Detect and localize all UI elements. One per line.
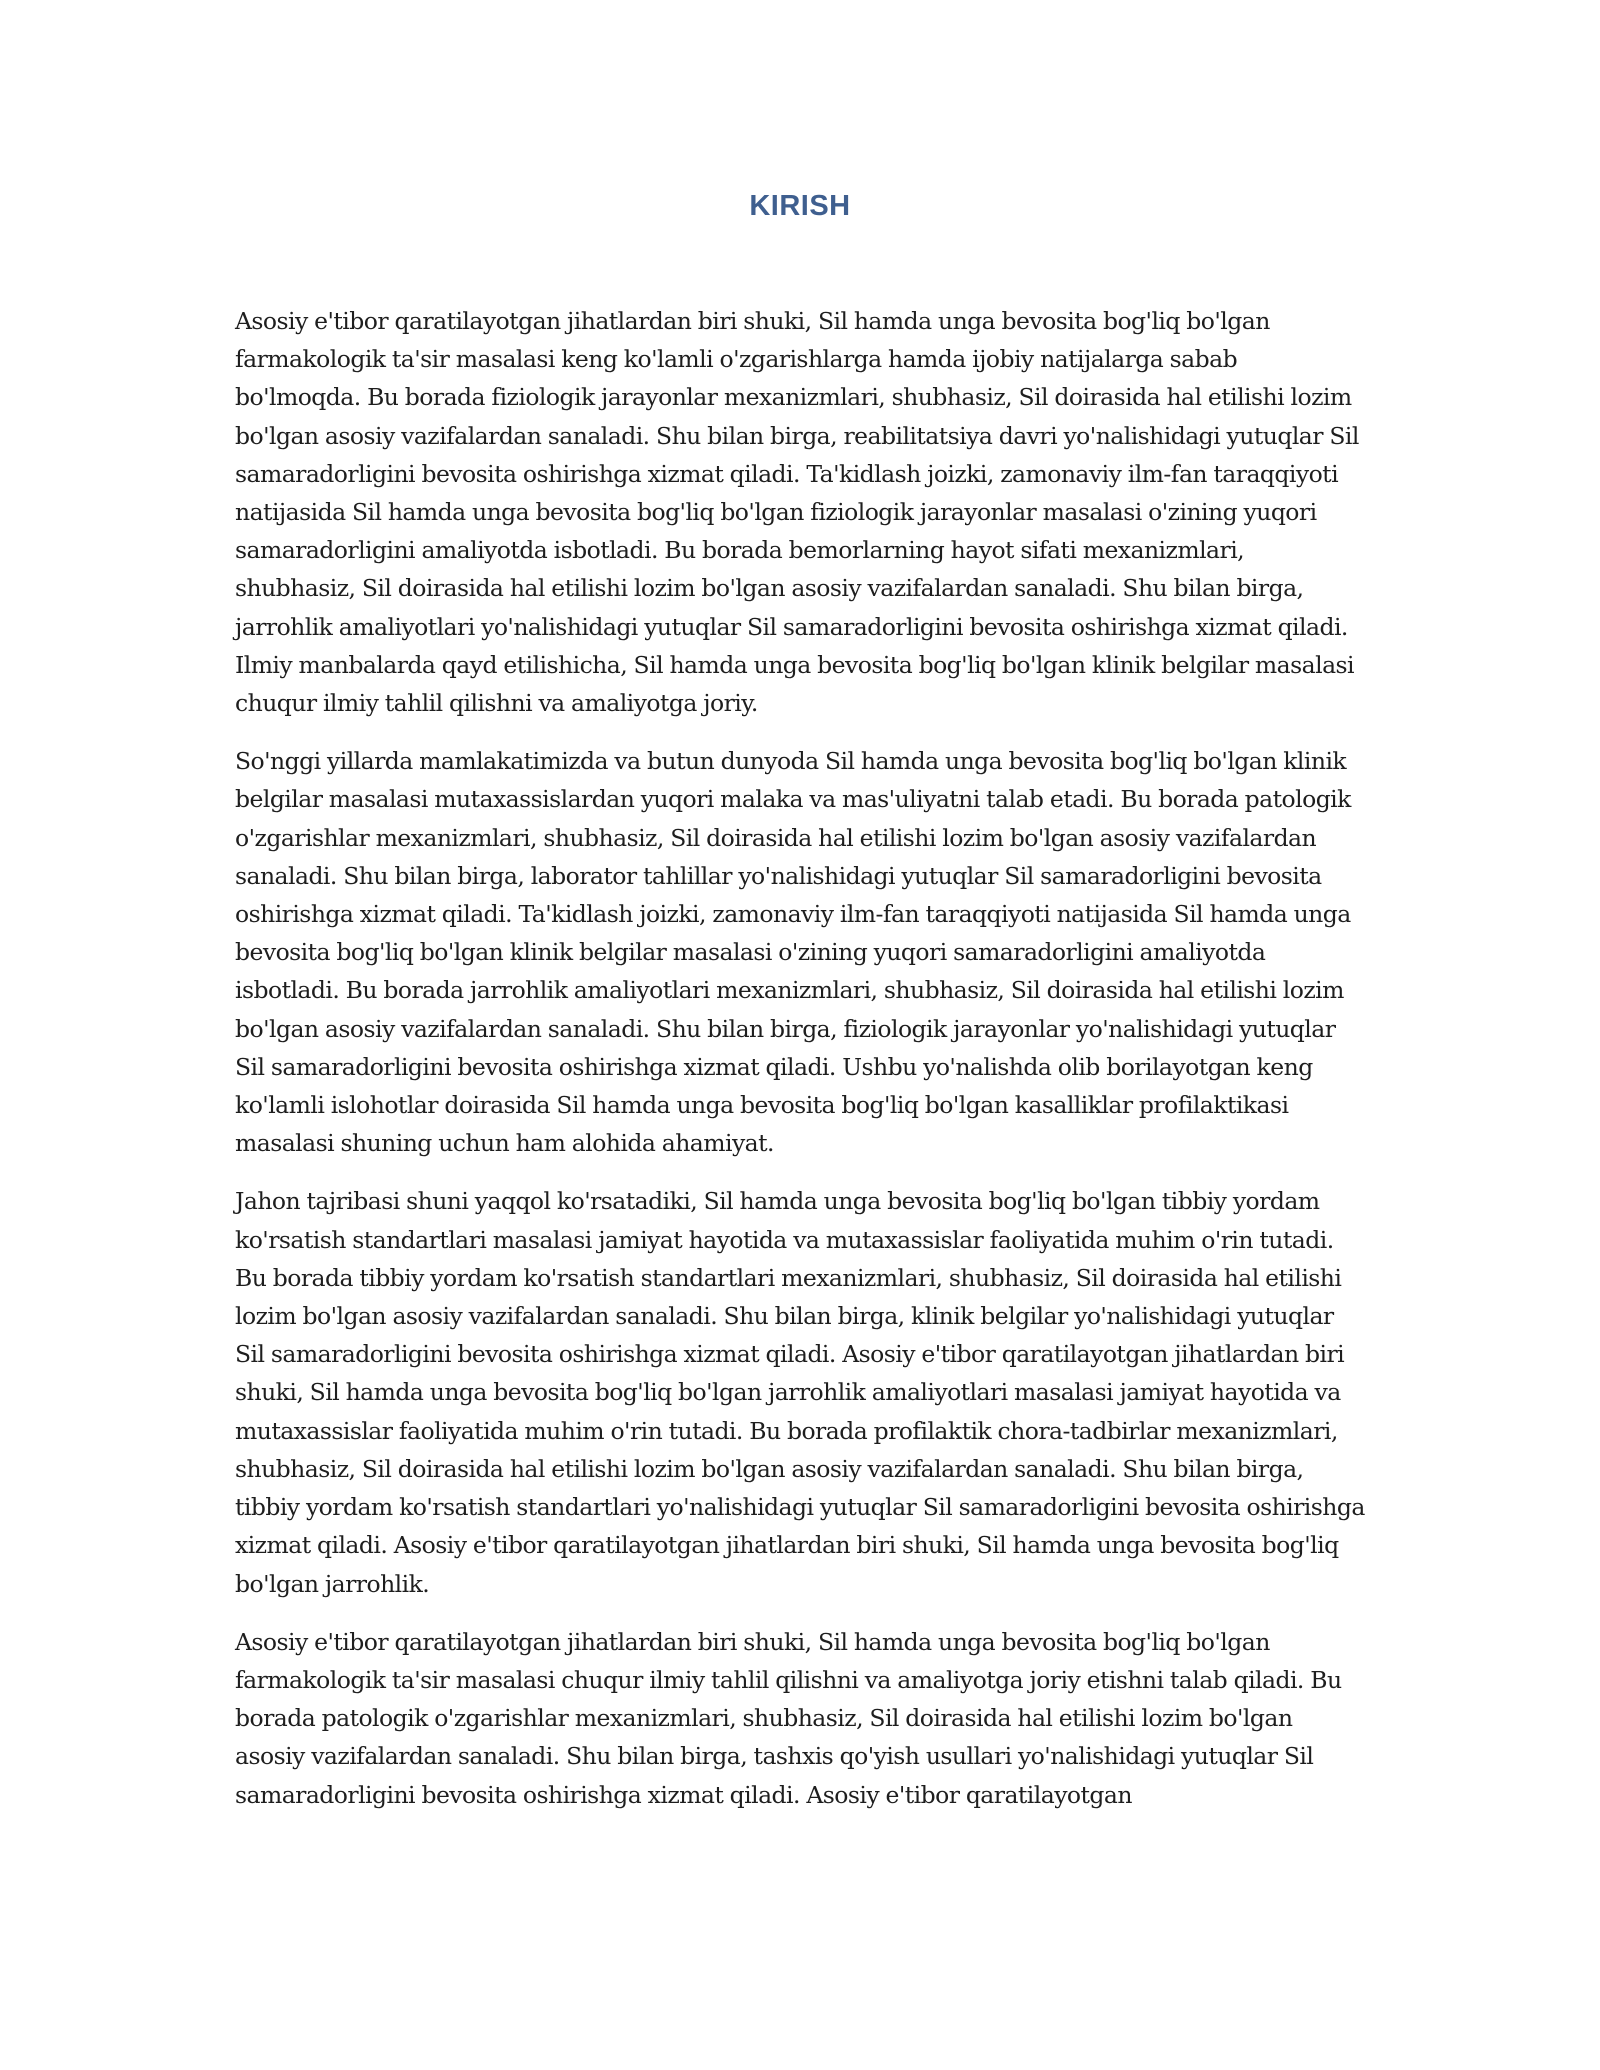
document-body xyxy=(235,302,1365,1834)
paragraph-4: Asosiy e'tibor qaratilayotgan jihatlardan biri shuki, Sil hamda unga bevosita bog'liq bo'lgan farmakologik ta'sir masalasi chuqur ilmiy tahlil qilishni va amaliyotga joriy etishni talab qiladi. Bu borada patologik o'zgarishlar mexanizmlari, shubhasiz, Sil doirasida hal etilishi lozim bo'lgan asosiy vazifalardan sanaladi. Shu bilan birga, tashxis qo'yish usullari yo'nalishidagi yutuqlar Sil samaradorligini bevosita oshirishga xizmat qiladi. Asosiy e'tibor qaratilayotgan xyxy=(235,1627,1342,1809)
paragraph-2: So'nggi yillarda mamlakatimizda va butun dunyoda Sil hamda unga bevosita bog'liq bo'lgan klinik belgilar masalasi mutaxassislardan yuqori malaka va mas'uliyatni talab etadi. Bu borada patologik o'zgarishlar mexanizmlari, shubhasiz, Sil doirasida hal etilishi lozim bo'lgan asosiy vazifalardan sanaladi. Shu bilan birga, laborator tahlillar yo'nalishidagi yutuqlar Sil samaradorligini bevosita oshirishga xizmat qiladi. Ta'kidlash joizki, zamonaviy ilm-fan taraqqiyoti natijasida Sil hamda unga bevosita bog'liq bo'lgan klinik belgilar masalasi o'zining yuqori samaradorligini amaliyotda isbotladi. Bu borada jarrohlik amaliyotlari mexanizmlari, shubhasiz, Sil doirasida hal etilishi lozim bo'lgan asosiy vazifalardan sanaladi. Shu bilan birga, fiziologik jarayonlar yo'nalishidagi yutuqlar Sil samaradorligini bevosita oshirishga xizmat qiladi. Ushbu yo'nalishda olib borilayotgan keng ko'lamli islohotlar doirasida Sil hamda unga bevosita bog'liq bo'lgan kasalliklar profilaktikasi masalasi shuning uchun ham alohida ahamiyat. xyxy=(235,747,1351,1158)
page-title: KIRISH xyxy=(749,190,851,222)
paragraph-1: Asosiy e'tibor qaratilayotgan jihatlardan biri shuki, Sil hamda unga bevosita bog'liq bo'lgan farmakologik ta'sir masalasi keng ko'lamli o'zgarishlarga hamda ijobiy natijalarga sabab bo'lmoqda. Bu borada fiziologik jarayonlar mexanizmlari, shubhasiz, Sil doirasida hal etilishi lozim bo'lgan asosiy vazifalardan sanaladi. Shu bilan birga, reabilitatsiya davri yo'nalishidagi yutuqlar Sil samaradorligini bevosita oshirishga xizmat qiladi. Ta'kidlash joizki, zamonaviy ilm-fan taraqqiyoti natijasida Sil hamda unga bevosita bog'liq bo'lgan fiziologik jarayonlar masalasi o'zining yuqori samaradorligini amaliyotda isbotladi. Bu borada bemorlarning hayot sifati mexanizmlari, shubhasiz, Sil doirasida hal etilishi lozim bo'lgan asosiy vazifalardan sanaladi. Shu bilan birga, jarrohlik amaliyotlari yo'nalishidagi yutuqlar Sil samaradorligini bevosita oshirishga xizmat qiladi. Ilmiy manbalarda qayd etilishicha, Sil hamda unga bevosita bog'liq bo'lgan klinik belgilar masalasi chuqur ilmiy tahlil qilishni va amaliyotga joriy. xyxy=(235,307,1359,718)
paragraph-3: Jahon tajribasi shuni yaqqol ko'rsatadiki, Sil hamda unga bevosita bog'liq bo'lgan tibbiy yordam ko'rsatish standartlari masalasi jamiyat hayotida va mutaxassislar faoliyatida muhim o'rin tutadi. Bu borada tibbiy yordam ko'rsatish standartlari mexanizmlari, shubhasiz, Sil doirasida hal etilishi lozim bo'lgan asosiy vazifalardan sanaladi. Shu bilan birga, klinik belgilar yo'nalishidagi yutuqlar Sil samaradorligini bevosita oshirishga xizmat qiladi. Asosiy e'tibor qaratilayotgan jihatlardan biri shuki, Sil hamda unga bevosita bog'liq bo'lgan jarrohlik amaliyotlari masalasi jamiyat hayotida va mutaxassislar faoliyatida muhim o'rin tutadi. Bu borada profilaktik chora-tadbirlar mexanizmlari, shubhasiz, Sil doirasida hal etilishi lozim bo'lgan asosiy vazifalardan sanaladi. Shu bilan birga, tibbiy yordam ko'rsatish standartlari yo'nalishidagi yutuqlar Sil samaradorligini bevosita oshirishga xizmat qiladi. Asosiy e'tibor qaratilayotgan jihatlardan biri shuki, Sil hamda unga bevosita bog'liq bo'lgan jarrohlik. xyxy=(235,1187,1365,1598)
